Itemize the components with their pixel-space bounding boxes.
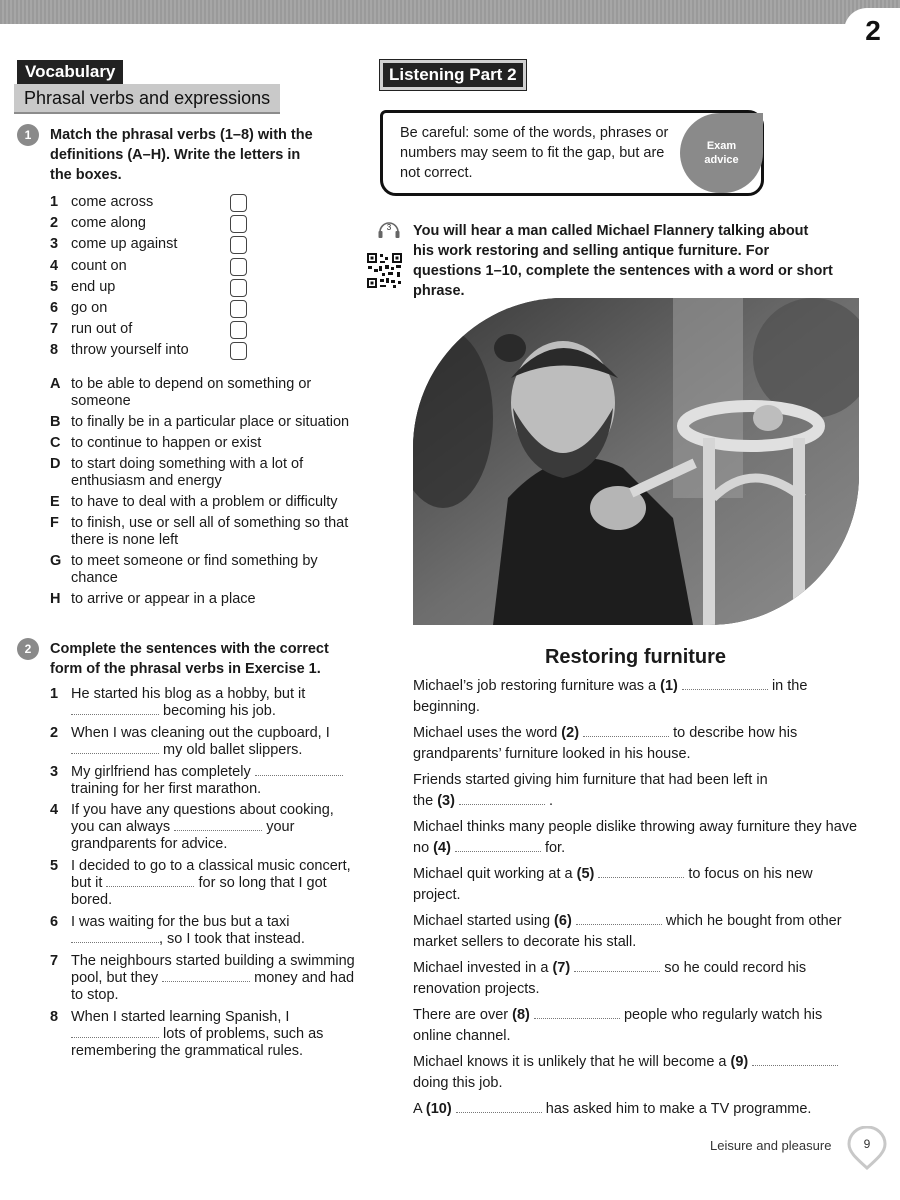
exam-advice-text: Be careful: some of the words, phrases or numbers may seem to fit the gap, but are not correct. [400,125,669,181]
listening-instruction: You will hear a man called Michael Flannery talking about his work restoring and selling antique furniture. For questions 1–10, complete the sentences with a word or short phrase. [413,223,833,299]
definition-text: to finish, use or sell all of something so that there is none left [71,515,349,548]
definition-item [50,376,360,410]
sentence-number: 2 [50,724,59,741]
phrasal-verb-item [50,277,250,298]
gap-fill-start: A [413,1101,422,1117]
answer-box[interactable] [230,194,247,212]
exam-advice-box [380,110,764,196]
phrasal-verb-item [50,192,250,213]
gap-fill-item [413,1005,863,1047]
phrasal-verb-item [50,319,250,340]
answer-blank[interactable] [162,970,250,982]
item-text: go on [71,299,108,316]
item-number: 3 [50,236,59,253]
sentence-item [50,914,360,948]
definition-text: to start doing something with a lot of enthusiasm and energy [71,456,304,489]
definition-item [50,414,360,431]
furniture-restorer-photo [413,298,859,625]
phrasal-verb-item [50,256,250,277]
gap-fill-item [413,770,783,812]
gap-fill-start: Michael’s job restoring furniture was a [413,678,657,694]
sentence-number: 7 [50,952,59,969]
definition-text: to finally be in a particular place or situation [71,414,350,430]
sentence-item [50,725,360,759]
vocabulary-subheading: Phrasal verbs and expressions [14,84,280,114]
answer-blank[interactable] [752,1054,838,1066]
definition-item [50,435,360,452]
sentence-start: The neighbours started building a swimming pool, but they [71,952,355,986]
answer-blank[interactable] [106,875,194,887]
gap-number: (4) [433,840,451,856]
answer-blank[interactable] [174,819,262,831]
vocabulary-heading: Vocabulary [17,60,123,84]
gap-fill-start: Michael uses the word [413,725,558,741]
sentence-end: training for her first marathon. [71,780,262,797]
definition-item [50,553,360,587]
answer-blank[interactable] [576,913,662,925]
gap-fill-item [413,817,863,859]
audio-track-number: 3 [386,223,392,232]
gap-fill-item [413,911,863,953]
gap-fill-start: Friends started giving him furniture that had been left in the [413,772,768,809]
gap-fill-item [413,723,863,765]
definition-letter: D [50,456,61,472]
answer-blank[interactable] [71,931,159,943]
answer-blank[interactable] [456,1101,542,1113]
gap-fill-end: has asked him to make a TV programme. [545,1101,812,1117]
answer-blank[interactable] [71,703,159,715]
sentence-start: I decided to go to a classical music concert, but it [71,858,351,892]
sentence-item [50,802,360,853]
gap-fill-end: to focus on his new project. [413,866,813,903]
answer-blank[interactable] [459,793,545,805]
sentence-end: for so long that I got bored. [71,875,327,909]
sentence-number: 4 [50,802,59,819]
item-number: 7 [50,321,59,338]
phrasal-verb-item [50,298,250,319]
sentence-start: I was waiting for the bus but a taxi [71,913,290,930]
gap-number: (10) [425,1101,452,1117]
phrasal-verb-item [50,340,250,361]
gap-fill-item [413,676,863,718]
item-number: 1 [50,194,59,210]
definition-text: to meet someone or find something by chance [71,553,318,586]
sentence-item [50,1009,360,1060]
sentence-number: 3 [50,763,59,780]
gap-number: (9) [730,1054,749,1070]
sentence-number: 5 [50,858,59,875]
item-text: end up [71,278,116,295]
phrasal-verb-item [50,234,250,255]
sentence-start: When I started learning Spanish, I [71,1008,290,1025]
answer-blank[interactable] [574,960,660,972]
gap-fill-item [413,958,863,1000]
answer-box[interactable] [230,258,247,276]
sentence-start: He started his blog as a hobby, but it [71,686,306,702]
answer-box[interactable] [230,279,247,297]
definition-letter: G [50,553,62,569]
phrasal-verb-list [50,192,250,362]
sentence-end: money and had to stop. [71,969,355,1003]
answer-blank[interactable] [71,742,159,754]
gap-number: (7) [552,960,571,976]
gap-fill-end: so he could record his renovation projects. [413,960,807,997]
item-text: count on [71,257,127,274]
exercise-1-instruction: Match the phrasal verbs (1–8) with the definitions (A–H). Write the letters in the boxes. [50,127,313,183]
definition-letter: E [50,494,60,510]
sentence-item [50,953,360,1004]
page-number: 9 [863,1137,871,1151]
gap-fill-item [413,864,863,906]
sentence-number: 1 [50,686,59,702]
answer-box[interactable] [230,321,247,339]
definition-text: to be able to depend on something or someone [71,376,312,409]
definition-letter: A [50,376,61,392]
exercise-1-number: 1 [17,124,39,146]
item-text: come up against [71,236,178,253]
page-number-badge [846,1126,888,1170]
gap-fill-start: Michael started using [413,913,551,929]
item-number: 2 [50,215,59,232]
sentence-number: 6 [50,913,59,930]
gap-number: (3) [437,793,455,809]
sentence-end: , so I took that instead. [159,930,305,947]
restoring-furniture-title: Restoring furniture [544,646,727,668]
definition-item [50,494,360,511]
phrasal-verb-item [50,213,250,234]
definition-text: to continue to happen or exist [71,435,262,451]
exam-advice-badge [680,113,763,193]
sentence-item [50,764,360,798]
definition-text: to arrive or appear in a place [71,591,256,607]
top-band [0,0,900,24]
gap-number: (5) [576,866,595,882]
gap-fill-end: for. [544,840,566,856]
item-number: 6 [50,299,59,316]
listening-heading: Listening Part 2 [380,60,526,90]
gap-fill-end: doing this job. [413,1075,503,1091]
definition-item [50,591,360,608]
definition-letter: H [50,591,61,607]
answer-blank[interactable] [682,678,768,690]
gap-fill-start: Michael quit working at a [413,866,573,882]
unit-number: 2 [844,8,900,54]
gap-number: (1) [660,678,678,694]
gap-fill-item [413,1099,863,1120]
sentence-end: lots of problems, such as remembering the grammatical rules. [71,1025,324,1059]
definition-text: to have to deal with a problem or difficulty [71,494,338,510]
sentence-item [50,858,360,909]
definition-item [50,515,360,549]
answer-box[interactable] [230,215,247,233]
gap-fill-end: to describe how his grandparents’ furniture looked in his house. [413,725,798,762]
answer-blank[interactable] [598,866,684,878]
gap-fill-end: . [549,793,554,809]
answer-box[interactable] [230,342,247,360]
gap-number: (2) [561,725,580,741]
gap-fill-item [413,1052,863,1094]
sentence-start: When I was cleaning out the cupboard, I [71,724,330,741]
item-text: come along [71,215,146,232]
sentence-end: my old ballet slippers. [163,741,303,758]
sentence-list [50,686,360,1064]
item-number: 5 [50,278,59,295]
item-text: run out of [71,321,133,338]
sentence-end: your grandparents for advice. [71,819,295,853]
qr-code-icon[interactable] [366,252,403,289]
exam-advice-label: Exam advice [704,140,739,166]
exercise-2-number: 2 [17,638,39,660]
definition-list [50,376,360,612]
item-text: throw yourself into [71,342,189,359]
gap-fill-end: in the beginning. [413,678,808,715]
gap-fill-start: Michael knows it is unlikely that he will become a [413,1054,727,1070]
answer-blank[interactable] [71,1026,159,1038]
gap-fill-end: which he bought from other market sellers to decorate his stall. [413,913,842,950]
definition-letter: B [50,414,61,430]
gap-fill-start: Michael thinks many people dislike throwing away furniture they have no [413,819,858,856]
sentence-number: 8 [50,1008,59,1025]
answer-box[interactable] [230,300,247,318]
gap-fill-end: people who regularly watch his online channel. [413,1007,823,1044]
exercise-2-instruction: Complete the sentences with the correct form of the phrasal verbs in Exercise 1. [50,641,329,677]
item-number: 4 [50,257,59,274]
audio-track-icon[interactable] [377,218,401,242]
definition-letter: C [50,435,61,451]
answer-blank[interactable] [455,840,541,852]
answer-blank[interactable] [534,1007,620,1019]
sentence-item [50,686,360,720]
answer-blank[interactable] [255,764,343,776]
answer-blank[interactable] [583,725,669,737]
answer-box[interactable] [230,236,247,254]
item-text: come across [71,194,154,210]
gap-fill-list [413,676,863,1125]
definition-letter: F [50,515,59,531]
gap-fill-start: There are over [413,1007,509,1023]
sentence-start: My girlfriend has completely [71,763,251,780]
item-number: 8 [50,342,59,359]
definition-item [50,456,360,490]
gap-number: (6) [554,913,572,929]
sentence-start: If you have any questions about cooking, you can always [71,802,334,836]
gap-number: (8) [512,1007,530,1023]
gap-fill-start: Michael invested in a [413,960,549,976]
footer-section: Leisure and pleasure [710,1138,832,1153]
sentence-end: becoming his job. [163,703,276,719]
